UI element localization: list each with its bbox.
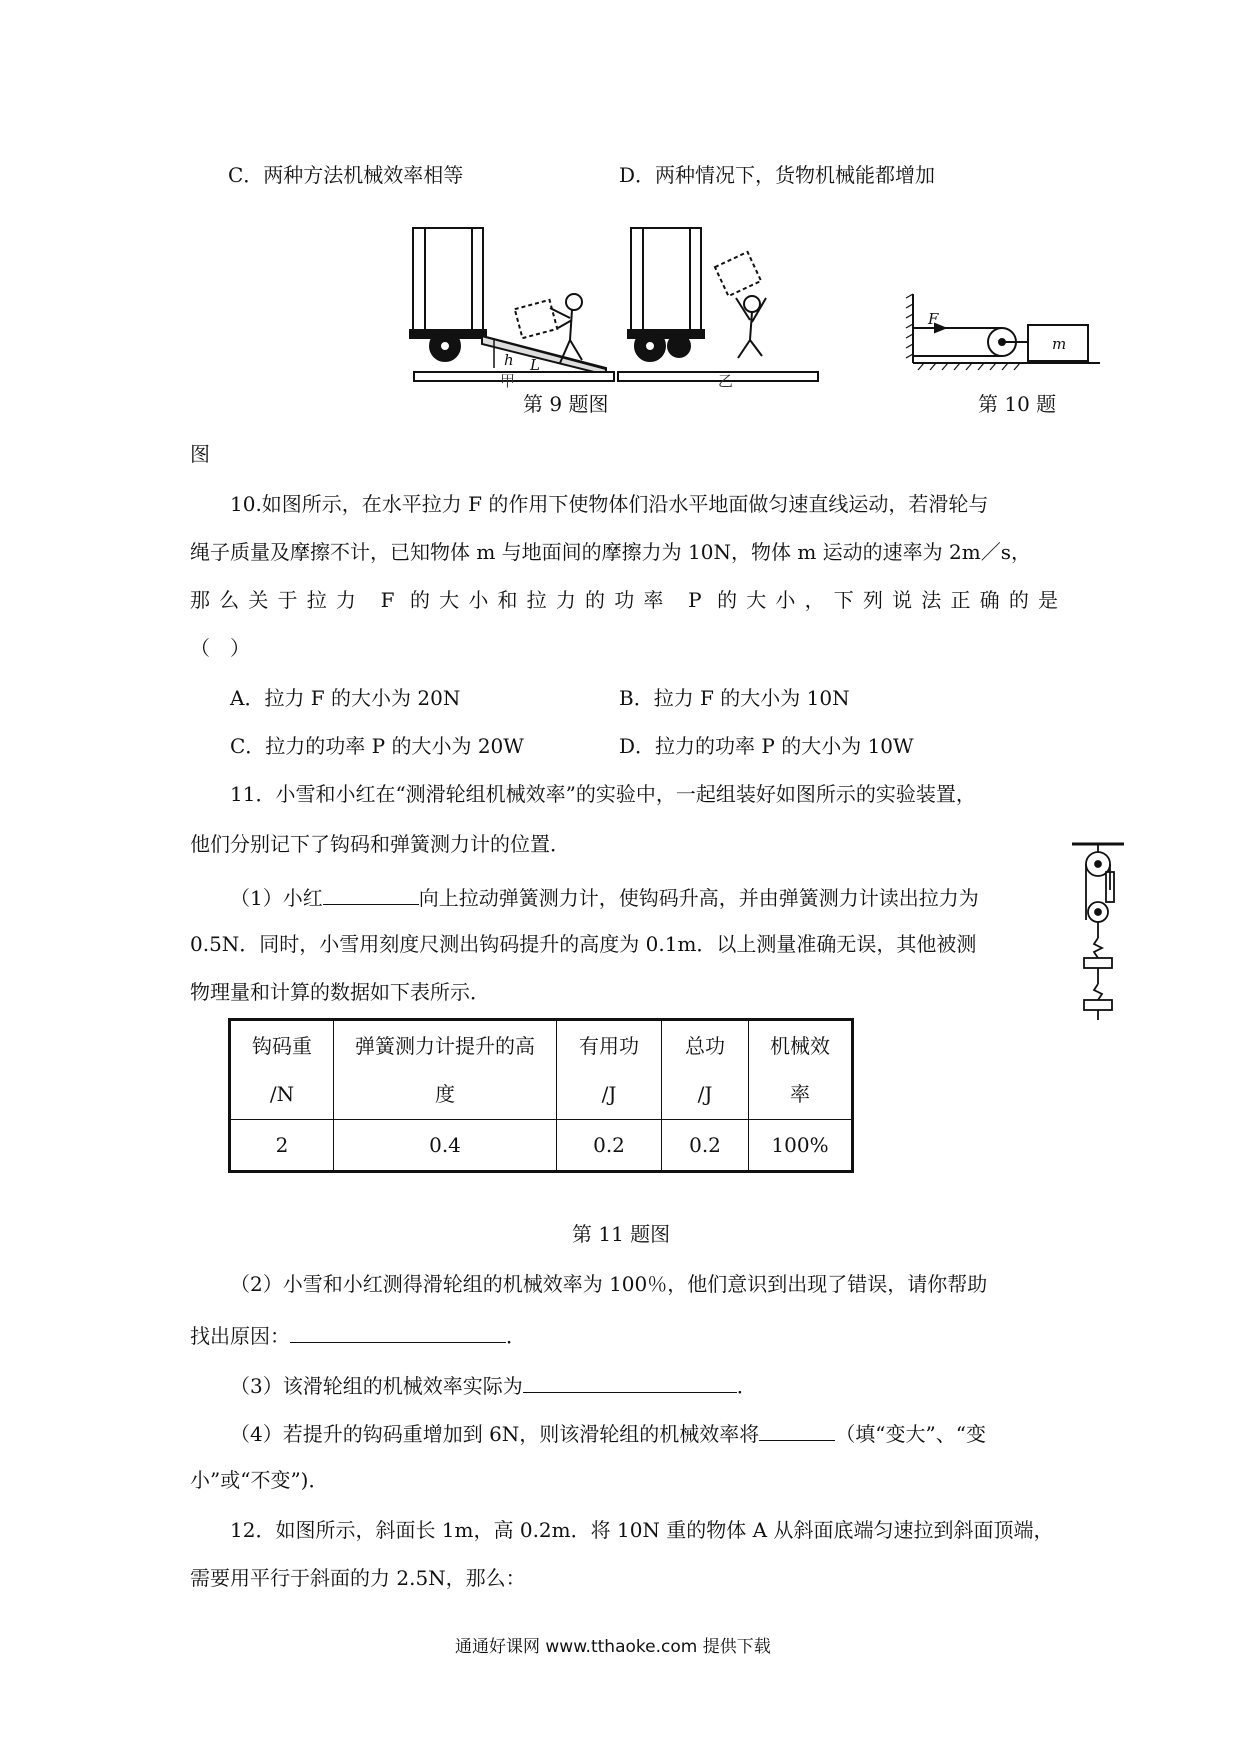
table-cell: 0.2 [557, 1120, 662, 1172]
q10-option-d: D．拉力的功率 P 的大小为 10W [619, 734, 914, 758]
q12-stem-line1: 12．如图所示，斜面长 1m，高 0.2m．将 10N 重的物体 A 从斜面底端匀速拉到斜面顶端， [230, 1518, 1054, 1542]
q11-p2-before: 找出原因： [190, 1324, 290, 1348]
table-header-cell [662, 1020, 749, 1120]
q11-p3-line [230, 1370, 757, 1398]
q11-pulley-figure [1070, 842, 1126, 1024]
q10-stem-line1: 10.如图所示，在水平拉力 F 的作用下使物体们沿水平地面做匀速直线运动，若滑轮与 [230, 492, 989, 516]
q11-p1-line3: 物理量和计算的数据如下表所示． [190, 980, 490, 1004]
page-footer: 通通好课网 www.tthaoke.com 提供下载 [455, 1637, 771, 1657]
table-cell: 0.4 [334, 1120, 557, 1172]
header-line: 率 [790, 1082, 810, 1106]
header-line: 机械效 [770, 1034, 830, 1058]
q11-stem-line1: 11．小雪和小红在“测滑轮组机械效率”的实验中，一起组装好如图所示的实验装置， [230, 782, 976, 806]
q11-p1-line2: 0.5N．同时，小雪用刻度尺测出钩码提升的高度为 0.1m．以上测量准确无误，其他被测 [190, 932, 977, 956]
q11-p2-blank[interactable] [290, 1320, 506, 1343]
q11-p4-before: （4）若提升的钩码重增加到 6N，则该滑轮组的机械效率将 [230, 1422, 760, 1446]
header-line: 弹簧测力计提升的高 [355, 1034, 535, 1058]
q11-data-table [228, 1018, 854, 1173]
q11-p1-before: （1）小红 [230, 886, 323, 910]
header-line: /J [601, 1082, 617, 1106]
q11-stem-line2: 他们分别记下了钩码和弹簧测力计的位置． [190, 832, 570, 856]
q9-var-h: h [504, 351, 514, 369]
q12-stem-line2: 需要用平行于斜面的力 2.5N，那么： [190, 1566, 526, 1590]
header-line: /N [269, 1082, 295, 1106]
q9-label-yi-text: 乙 [718, 372, 734, 390]
q10-option-c: C．拉力的功率 P 的大小为 20W [230, 734, 524, 758]
q11-p4-after: （填“变大”、“变 [835, 1422, 986, 1446]
header-line: 钩码重 [252, 1034, 312, 1058]
q11-caption: 第 11 题图 [572, 1222, 671, 1246]
q9-figure-yi [618, 228, 818, 381]
q11-p4-line1 [230, 1418, 986, 1446]
table-cell: 100% [749, 1120, 853, 1172]
header-line: /J [697, 1082, 713, 1106]
header-line: 总功 [685, 1034, 725, 1058]
header-line: 度 [435, 1082, 455, 1106]
table-header-cell [230, 1020, 334, 1120]
q9-label-jia: 甲 [500, 372, 516, 390]
q9-var-l: L [530, 356, 540, 374]
q10-force-label: F [928, 310, 939, 328]
q10-stem-line4: （ ） [190, 636, 250, 660]
table-header-cell [749, 1020, 853, 1120]
q10-stem-line3: 那么关于拉力 F 的大小和拉力的功率 P 的大小，下列说法正确的是 [190, 588, 1058, 612]
q11-p2-after: ． [506, 1324, 526, 1348]
q9-option-d: D．两种情况下，货物机械能都增加 [619, 163, 936, 187]
q10-stem-line2: 绳子质量及摩擦不计，已知物体 m 与地面间的摩擦力为 10N，物体 m 运动的速率为 2m／s， [190, 540, 1031, 564]
q11-p2-line2 [190, 1320, 526, 1348]
q9-caption: 第 9 题图 [523, 392, 609, 416]
table-header-cell [557, 1020, 662, 1120]
table-header-row [230, 1020, 853, 1120]
q11-p3-blank[interactable] [523, 1370, 737, 1393]
table-header-cell [334, 1020, 557, 1120]
q11-p1-after: 向上拉动弹簧测力计，使钩码升高，并由弹簧测力计读出拉力为 [418, 886, 979, 910]
q10-option-b: B．拉力 F 的大小为 10N [619, 686, 850, 710]
q9-option-c: C．两种方法机械效率相等 [228, 163, 464, 187]
q10-caption-line1: 第 10 题 [978, 392, 1057, 416]
table-cell: 2 [230, 1120, 334, 1172]
header-line: 有用功 [579, 1034, 639, 1058]
table-row [230, 1120, 853, 1172]
q11-p4-blank[interactable] [759, 1418, 835, 1441]
q11-p3-after: ． [736, 1374, 757, 1398]
q10-caption-line2: 图 [190, 442, 210, 466]
table-cell: 0.2 [662, 1120, 749, 1172]
q11-p4-line2: 小”或“不变”)． [190, 1468, 329, 1492]
q9-figure [400, 228, 1067, 390]
q11-p1-line1 [230, 882, 979, 910]
q10-figure [906, 294, 1100, 370]
q11-p3-before: （3）该滑轮组的机械效率实际为 [230, 1374, 523, 1398]
q10-mass-label: m [1052, 335, 1067, 353]
q11-p2-line1: （2）小雪和小红测得滑轮组的机械效率为 100％，他们意识到出现了错误，请你帮助 [230, 1272, 988, 1296]
q11-p1-blank[interactable] [323, 882, 419, 905]
q10-option-a: A．拉力 F 的大小为 20N [230, 686, 461, 710]
